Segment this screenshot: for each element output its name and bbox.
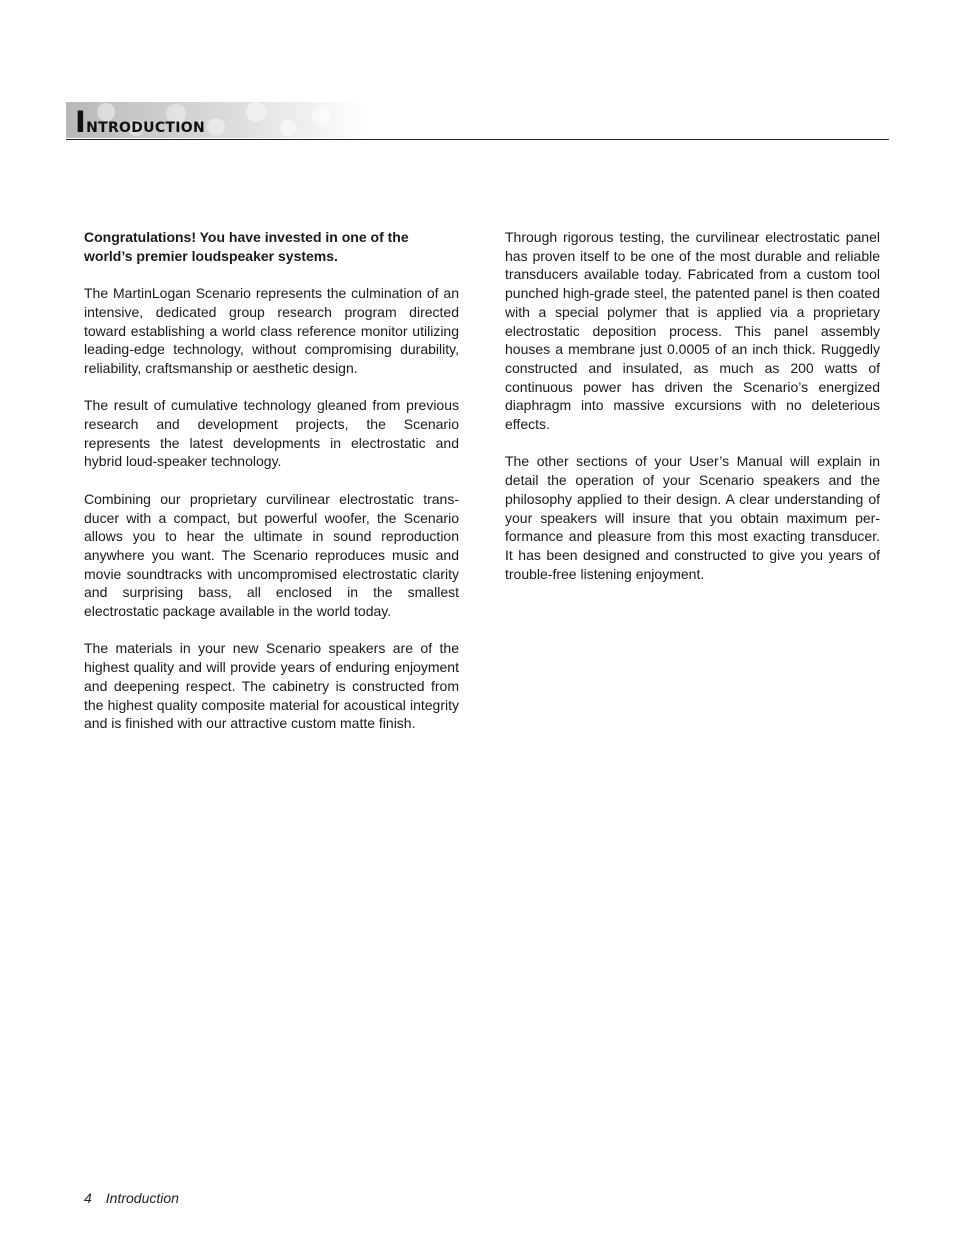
page-title: Introduction [75, 105, 205, 139]
body-paragraph: The result of cumulative technology gleaned from previous research and development projects, the Scenario represents the latest developments in electrostatic and hybrid loud-speaker technology. [84, 397, 459, 470]
right-column [505, 228, 880, 602]
body-paragraph: Combining our proprietary curvilinear electrostatic trans-ducer with a compact, but powerful woofer, the Scenario allows you to hear the ultimate in sound reproduction anywhere you want. The Scenario reproduces music and movie soundtracks with uncompromised electrostatic clarity and surprising bass, all enclosed in the smallest electrostatic package available in the world today. [84, 490, 459, 620]
left-column [84, 228, 459, 752]
body-paragraph: Through rigorous testing, the curvilinear electrostatic panel has proven itself to be one of the most durable and reliable transducers available today. Fabricated from a custom tool punched high-grade steel, the patented panel is then coated with a special polymer that is applied via a proprietary electrostatic deposition process. This panel assembly houses a membrane just 0.0005 of an inch thick. Ruggedly constructed and insulated, as much as 200 watts of continuous power has driven the Scenario’s energized diaphragm into massive excursions with no deleterious effects. [505, 229, 880, 433]
page-number: 4 [84, 1190, 92, 1206]
body-paragraph: The other sections of your User’s Manual will explain in detail the operation of your Scenario speakers and the philosophy applied to their design. A clear understanding of your speakers will insure that you obtain maximum per-formance and pleasure from this most exacting transducer. It has been designed and constructed to give you years of trouble-free listening enjoyment. [505, 453, 880, 582]
page-footer [84, 1190, 179, 1206]
footer-section-label: Introduction [105, 1190, 179, 1206]
body-paragraph: The MartinLogan Scenario represents the culmination of an intensive, dedicated group research program directed toward establishing a world class reference monitor utilizing leading-edge technology, without compromising durability, reliability, craftsmanship or aesthetic design. [84, 285, 459, 376]
section-header [66, 100, 889, 141]
body-paragraph: The materials in your new Scenario speakers are of the highest quality and will provide years of enduring enjoyment and deepening respect. The cabinetry is constructed from the highest quality composite material for acoustical integrity and is finished with our attractive custom matte finish. [84, 640, 459, 732]
lead-paragraph: Congratulations! You have invested in one of the world’s premier loudspeaker systems. [84, 229, 409, 264]
header-divider [66, 139, 889, 140]
